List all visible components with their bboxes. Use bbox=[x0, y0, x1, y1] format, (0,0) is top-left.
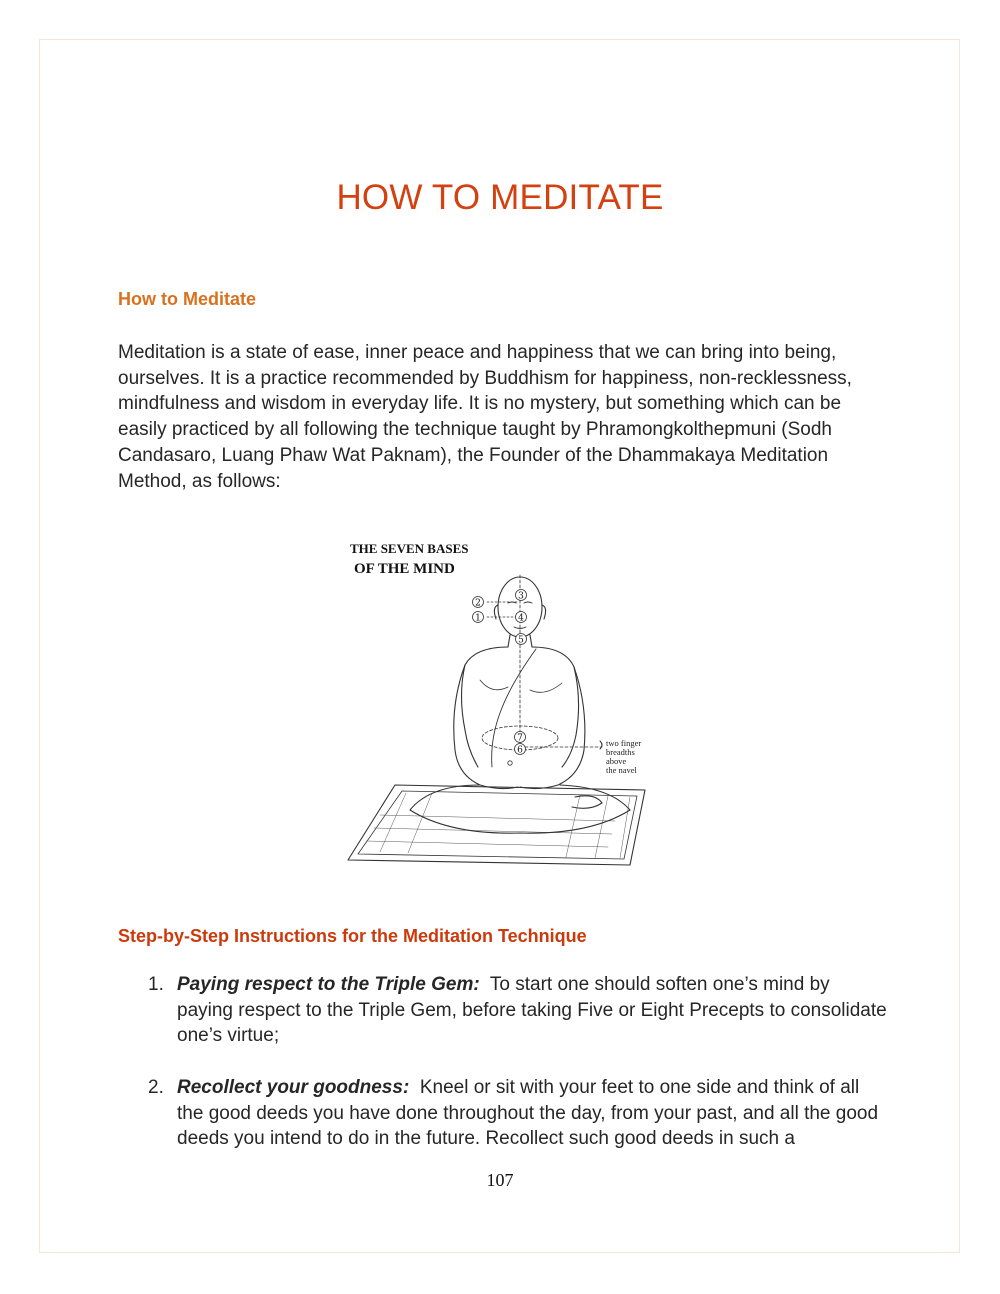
base-number-7: 7 bbox=[517, 733, 523, 744]
figure-note-line: the navel bbox=[606, 765, 637, 775]
section-heading-how-to-meditate: How to Meditate bbox=[118, 289, 256, 309]
step-body bbox=[177, 1075, 888, 1152]
step-text: Kneel or sit with your feet to one side and think of all the good deeds you have done throughout the day, from your past, and all the good deeds you intend to do in the future. Recollect such good deeds in such a bbox=[177, 1077, 879, 1150]
step-body bbox=[177, 972, 888, 1049]
step-item-2 bbox=[148, 1075, 888, 1152]
base-number-3: 3 bbox=[518, 591, 524, 602]
step-number: 1. bbox=[148, 974, 164, 995]
step-text: To start one should soften one’s mind by paying respect to the Triple Gem, before taking Five or Eight Precepts to consolidate one’s virtue; bbox=[177, 974, 887, 1047]
nostril-lines bbox=[487, 602, 518, 617]
torso bbox=[462, 647, 509, 767]
page-number: 107 bbox=[486, 1170, 514, 1190]
arm-left bbox=[454, 665, 518, 789]
foot bbox=[572, 796, 602, 808]
page-title: HOW TO MEDITATE bbox=[336, 178, 664, 217]
base-number-5: 5 bbox=[518, 635, 524, 646]
figure-caption-line2: OF THE MIND bbox=[354, 561, 455, 577]
mat-hatching bbox=[367, 793, 630, 858]
base-number-4: 4 bbox=[518, 613, 524, 624]
chest bbox=[480, 680, 562, 692]
step-number: 2. bbox=[148, 1077, 164, 1098]
figure-note-line: above bbox=[606, 756, 627, 766]
mat-outline bbox=[348, 785, 645, 865]
navel bbox=[508, 761, 512, 765]
meditation-figure-illustration bbox=[340, 535, 660, 880]
base-number-6: 6 bbox=[517, 745, 523, 756]
section-heading-steps: Step-by-Step Instructions for the Meditation Technique bbox=[118, 926, 587, 946]
figure-caption-line1: THE SEVEN BASES bbox=[350, 541, 469, 556]
base-number-1: 1 bbox=[475, 613, 481, 624]
step-item-1 bbox=[148, 972, 888, 1049]
figure-note-line: breadths bbox=[606, 747, 635, 757]
base-number-2: 2 bbox=[475, 598, 481, 609]
figure-note bbox=[606, 739, 656, 775]
torso-right bbox=[532, 647, 579, 767]
figure-note-line: two finger bbox=[606, 738, 642, 748]
intro-paragraph: Meditation is a state of ease, inner peace and happiness that we can bring into being, ourselves. It is a practice recommended by Buddhism for happiness, non-recklessness, mindfulness and wisdom in everyday life. It is no mystery, but something which can be easily practiced by all following the technique taught by Phramongkolthepmuni (Sodh Candasaro, Luang Phaw Wat Paknam), the Founder of the Dhammakaya Meditation Method, as follows: bbox=[118, 342, 852, 492]
note-bracket bbox=[600, 741, 602, 749]
step-label: Recollect your goodness: bbox=[177, 1077, 410, 1098]
step-label: Paying respect to the Triple Gem: bbox=[177, 974, 480, 995]
arm-right bbox=[520, 667, 585, 789]
